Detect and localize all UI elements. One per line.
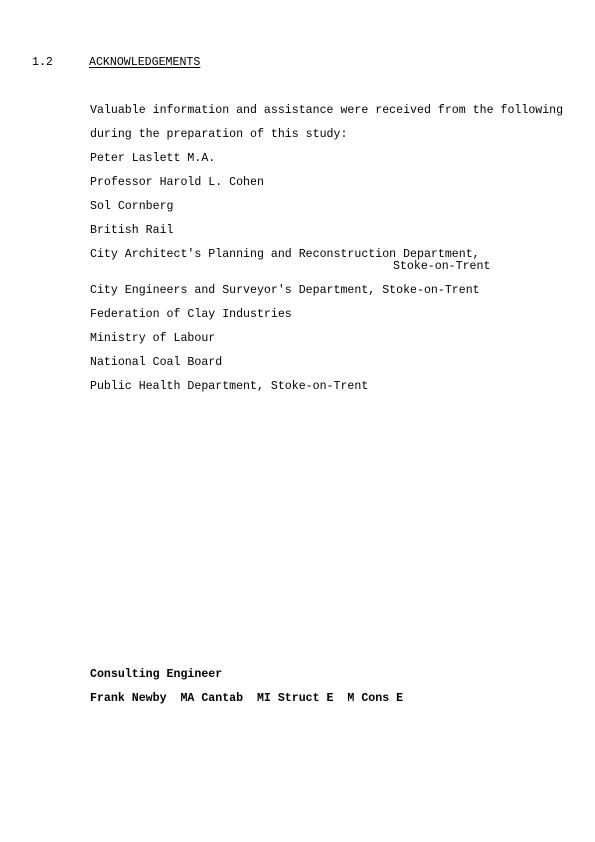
- entry-peter-laslett: Peter Laslett M.A.: [90, 152, 216, 165]
- consultant-heading: Consulting Engineer: [90, 668, 223, 681]
- entry-ministry-labour: Ministry of Labour: [90, 332, 216, 345]
- consultant-name: Frank Newby MA Cantab MI Struct E M Cons E: [90, 692, 404, 705]
- entry-sol-cornberg: Sol Cornberg: [90, 200, 174, 213]
- entry-british-rail: British Rail: [90, 224, 174, 237]
- section-title: ACKNOWLEDGEMENTS: [89, 56, 201, 69]
- section-number: 1.2: [32, 56, 53, 69]
- intro-line-1: Valuable information and assistance were received from the following: [90, 104, 564, 117]
- entry-city-architect: City Architect's Planning and Reconstruction Department,: [90, 248, 480, 261]
- entry-city-architect-location: Stoke-on-Trent: [393, 260, 491, 273]
- intro-line-2: during the preparation of this study:: [90, 128, 348, 141]
- entry-harold-cohen: Professor Harold L. Cohen: [90, 176, 264, 189]
- entry-coal-board: National Coal Board: [90, 356, 223, 369]
- entry-public-health: Public Health Department, Stoke-on-Trent: [90, 380, 369, 393]
- entry-city-engineers: City Engineers and Surveyor's Department, Stoke-on-Trent: [90, 284, 480, 297]
- entry-clay-industries: Federation of Clay Industries: [90, 308, 292, 321]
